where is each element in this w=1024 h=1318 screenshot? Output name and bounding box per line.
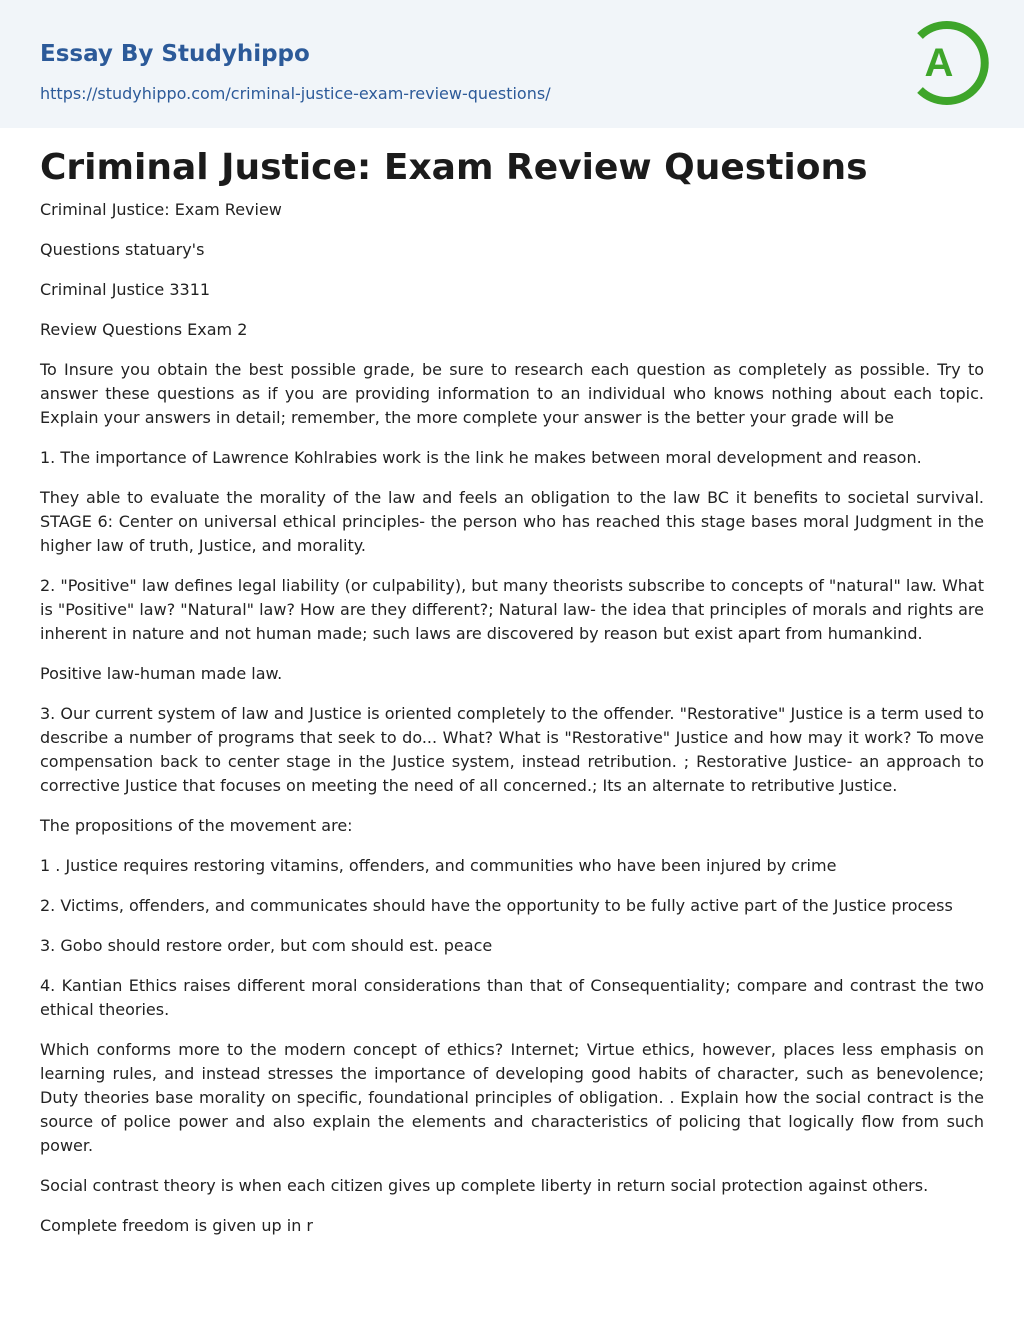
studyhippo-logo-icon[interactable] [910, 18, 990, 108]
paragraph: Questions statuary's [40, 240, 205, 259]
paragraph: The propositions of the movement are: [40, 816, 353, 835]
paragraph: To Insure you obtain the best possible grade, be sure to research each question as completely as possible. Try to answer these questions as if you are providing information to an individual who knows nothing about each topic. Explain your answers in detail; remember, the more complete your answer is the better your grade will be [40, 360, 984, 427]
paragraph: Which conforms more to the modern concept of ethics? Internet; Virtue ethics, however, places less emphasis on learning rules, and instead stresses the importance of developing good habits of character, such as benevolence; Duty theories base morality on specific, foundational principles of obligation. . Explain how the social contract is the source of police power and also explain the elements and characteristics of policing that logically flow from such power. [40, 1040, 984, 1155]
paragraph: 3. Gobo should restore order, but com should est. peace [40, 936, 493, 955]
brand-title[interactable]: Essay By Studyhippo [40, 41, 310, 67]
paragraph: 2. "Positive" law defines legal liability (or culpability), but many theorists subscribe to concepts of "natural" law. What is "Positive" law? "Natural" law? How are they different?; Natural law- the idea that principles of morals and rights are inherent in nature and not human made; such laws are discovered by reason but exist apart from humankind. [40, 576, 984, 643]
paragraph: 1. The importance of Lawrence Kohlrabies work is the link he makes between moral development and reason. [40, 448, 922, 467]
essay-url-link[interactable]: https://studyhippo.com/criminal-justice-exam-review-questions/ [40, 84, 551, 103]
paragraph: Criminal Justice: Exam Review [40, 200, 282, 219]
page-title: Criminal Justice: Exam Review Questions [40, 147, 868, 188]
paragraph: 1 . Justice requires restoring vitamins, offenders, and communities who have been injured by crime [40, 856, 837, 875]
paragraph: 3. Our current system of law and Justice is oriented completely to the offender. "Restorative" Justice is a term used to describe a number of programs that seek to do... What? What is "Restorative" Justice and how may it work? To move compensation back to center stage in the Justice system, instead retribution. ; Restorative Justice- an approach to corrective Justice that focuses on meeting the need of all concerned.; Its an alternate to retributive Justice. [40, 704, 984, 795]
paragraph: 4. Kantian Ethics raises different moral considerations than that of Consequentiality; compare and contrast the two ethical theories. [40, 976, 984, 1019]
paragraph: Positive law-human made law. [40, 664, 283, 683]
logo-letter: A [924, 41, 954, 85]
paragraph: Criminal Justice 3311 [40, 280, 211, 299]
paragraph: They able to evaluate the morality of the law and feels an obligation to the law BC it benefits to societal survival. STAGE 6: Center on universal ethical principles- the person who has reached this stage bases moral Judgment in the higher law of truth, Justice, and morality. [40, 488, 984, 555]
paragraph: Review Questions Exam 2 [40, 320, 248, 339]
site-header [0, 0, 1024, 128]
article-body [0, 128, 1024, 1238]
paragraph: Complete freedom is given up in r [40, 1216, 313, 1235]
paragraph-list [40, 198, 984, 1238]
paragraph: 2. Victims, offenders, and communicates should have the opportunity to be fully active part of the Justice process [40, 896, 953, 915]
paragraph: Social contrast theory is when each citizen gives up complete liberty in return social protection against others. [40, 1176, 929, 1195]
